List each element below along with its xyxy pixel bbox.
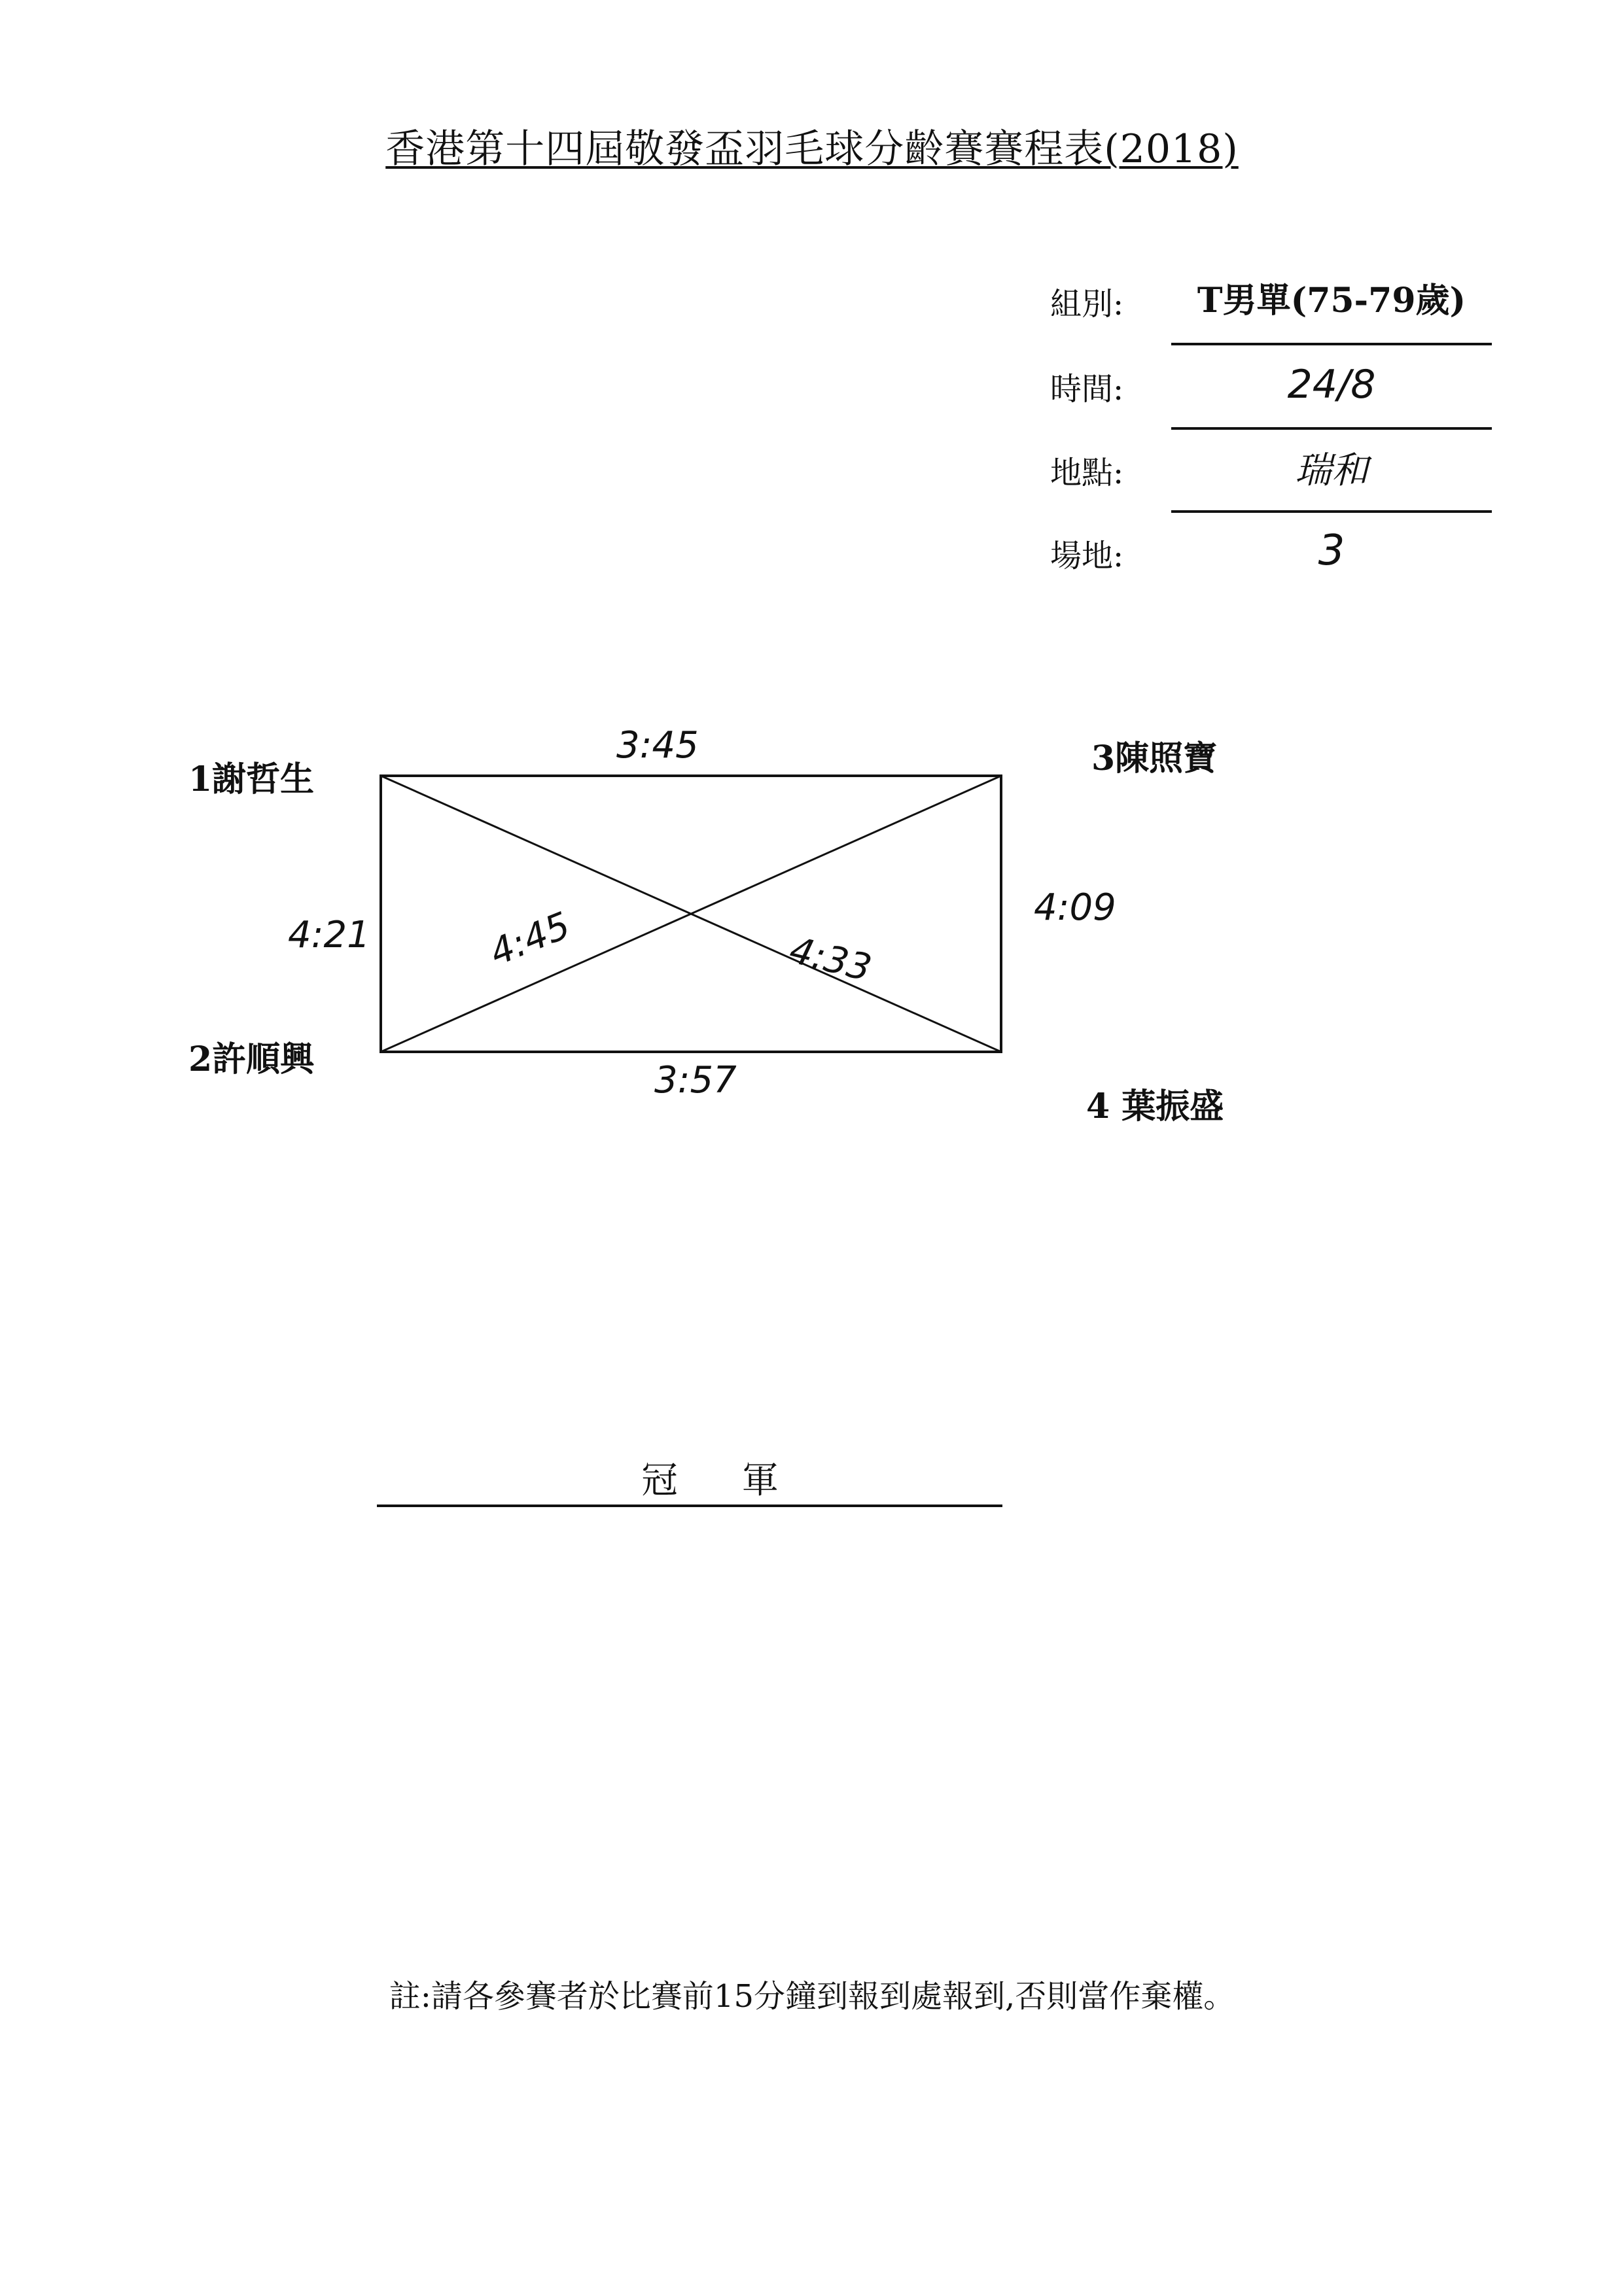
time-value: 24/8 — [1287, 362, 1376, 408]
match-time-left: 4:21 — [288, 914, 370, 956]
match-time-diagonal-right: 4:33 — [785, 928, 876, 990]
page-title: 香港第十四屆敬發盃羽毛球分齡賽賽程表(2018) — [385, 126, 1239, 172]
venue-label: 地點: — [1050, 455, 1124, 491]
court-label: 場地: — [1050, 538, 1124, 574]
champion-label: 冠 軍 — [641, 1459, 805, 1502]
match-time-top: 3:45 — [616, 724, 699, 767]
court-value: 3 — [1318, 527, 1345, 575]
player-2: 2許順興 — [188, 1039, 315, 1079]
player-3: 3陳照寶 — [1091, 739, 1218, 778]
player-4: 4 葉振盛 — [1086, 1087, 1224, 1126]
venue-value: 瑞和 — [1295, 449, 1368, 492]
footer-note: 註:請各參賽者於比賽前15分鐘到報到處報到,否則當作棄權。 — [389, 1978, 1235, 2015]
match-time-right: 4:09 — [1034, 886, 1116, 929]
match-time-bottom: 3:57 — [654, 1059, 737, 1102]
group-value: T男單(75-79歲) — [1197, 281, 1466, 321]
player-1: 1謝哲生 — [188, 759, 315, 799]
time-label: 時間: — [1050, 371, 1124, 408]
champion-line — [377, 1505, 1002, 1507]
group-label: 組別: — [1050, 286, 1124, 322]
match-time-diagonal-left: 4:45 — [484, 904, 576, 975]
